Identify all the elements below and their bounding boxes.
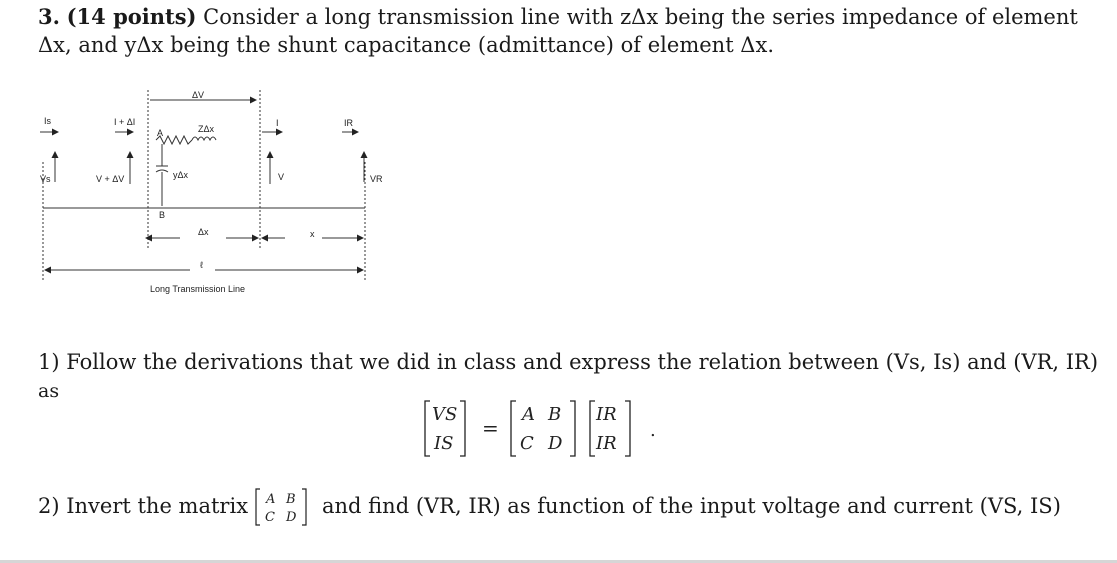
lhs-is: IS [434, 433, 454, 454]
y-dx-label: yΔx [173, 170, 189, 180]
length-label: ℓ [200, 260, 203, 270]
part1-text: 1) Follow the derivations that we did in class and express the relation between (Vs, Is) and (VR, IR) [38, 350, 1099, 374]
question-line-2 [38, 33, 774, 57]
part1-cont: as [38, 380, 60, 402]
rhs-ir-2: IR [596, 433, 617, 454]
figure-caption: Long Transmission Line [150, 284, 246, 294]
node-b-label: B [159, 210, 166, 220]
z-dx-label: ZΔx [198, 124, 215, 134]
part2-post: and find (VR, IR) as function of the input voltage and current (VS, IS) [322, 494, 1061, 518]
equals-sign: = [482, 416, 499, 440]
capacitor-plate-bottom [156, 170, 168, 172]
question-text-1: Consider a long transmission line with zΔx being the series impedance of element [196, 5, 1078, 29]
vs-label: Vs [40, 174, 51, 184]
question-text-2: Δx, and yΔx being the shunt capacitance (admittance) of element Δx. [38, 33, 774, 57]
vr-label: VR [370, 174, 383, 184]
question-line-1 [38, 4, 1078, 29]
inline-abcd-matrix [252, 486, 312, 528]
part2-pre: 2) Invert the matrix [38, 494, 249, 518]
inline-matrix-d: D [286, 510, 297, 525]
dx-label: Δx [198, 227, 209, 237]
inline-matrix-c: C [265, 510, 275, 525]
x-label: x [310, 229, 315, 239]
rhs-ir-1: IR [596, 404, 617, 425]
lhs-vs: VS [432, 404, 458, 425]
period: . [650, 420, 656, 441]
inductor-symbol [192, 137, 216, 140]
i-label: I [276, 118, 279, 128]
i-plus-di-label: I + ΔI [114, 117, 136, 127]
question-points: (14 points) [66, 4, 197, 29]
abcd-equation [420, 396, 665, 462]
matrix-a: A [522, 404, 535, 425]
is-label: Is [44, 116, 52, 126]
question-number: 3. [38, 4, 60, 29]
v-label: V [278, 172, 285, 182]
matrix-c: C [520, 433, 534, 454]
delta-v-label: ΔV [192, 90, 205, 100]
matrix-d: D [548, 433, 563, 454]
ir-label: IR [344, 118, 353, 128]
matrix-b: B [548, 404, 562, 425]
inline-matrix-b: B [286, 492, 296, 507]
v-plus-dv-label: V + ΔV [96, 174, 125, 184]
inline-matrix-a: A [266, 492, 276, 507]
node-a-label: A [157, 128, 164, 138]
transmission-line-figure [30, 82, 390, 302]
